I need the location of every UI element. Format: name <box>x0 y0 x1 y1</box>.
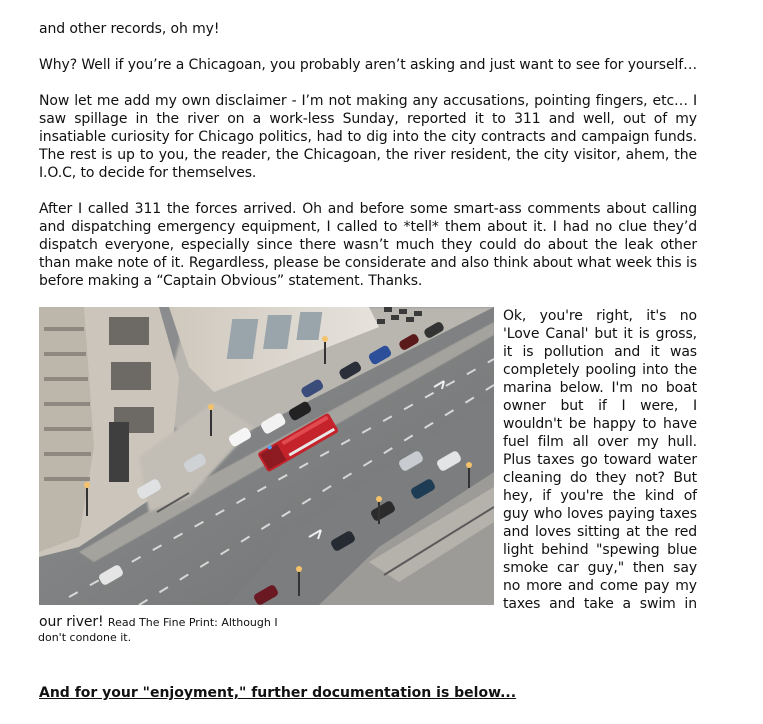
paragraph-why: Why? Well if you’re a Chicagoan, you probably aren’t asking and just want to see for yourself… <box>39 57 697 73</box>
documentation-link[interactable]: And for your "enjoyment," further documentation is below... <box>39 685 517 701</box>
fine-print-start: Read The Fine Print: Although I <box>107 616 278 629</box>
paragraph-intro: and other records, oh my! <box>39 21 220 37</box>
paragraph-disclaimer: Now let me add my own disclaimer - I’m not making any accusations, pointing fingers, etc… I saw spillage in the river on a work-less Sunday, reported it to 311 and well, out of my insatiable curiosity for Chicago politics, had to dig into the city contracts and campaign funds. The rest is up to you, the reader, the Chicagoan, the river resident, the city visitor, ahem, the I.O.C, to decide for themselves. <box>39 93 697 181</box>
paragraph-311: After I called 311 the forces arrived. Oh and before some smart-ass comments about calling and dispatching emergency equipment, I called to *tell* them about it. I had no clue they’d dispatch everyone, especially since there wasn’t much they could do about the leak other than make note of it. Regardless, please be considerate and also think about what week this is before making a “Captain Obvious” statement. Thanks. <box>39 201 697 289</box>
paragraph-love-canal: Ok, you're right, it's no 'Love Canal' but it is gross, it is pollution and it was completely pooling into the marina below. I'm no boat owner but if I were, I wouldn't be happy to have fuel film all over my hull. Plus taxes go toward water cleaning do they not? But hey, if you're the kind of guy who loves paying taxes and loves sitting at the red light behind "spewing blue smoke car guy," then say no more and come pay my taxes and take a swim in our river! <box>39 308 697 630</box>
photo-block <box>39 307 697 645</box>
street-photo[interactable] <box>39 307 494 605</box>
fine-print-end: don't condone it. <box>38 631 132 644</box>
article-body <box>39 20 697 645</box>
